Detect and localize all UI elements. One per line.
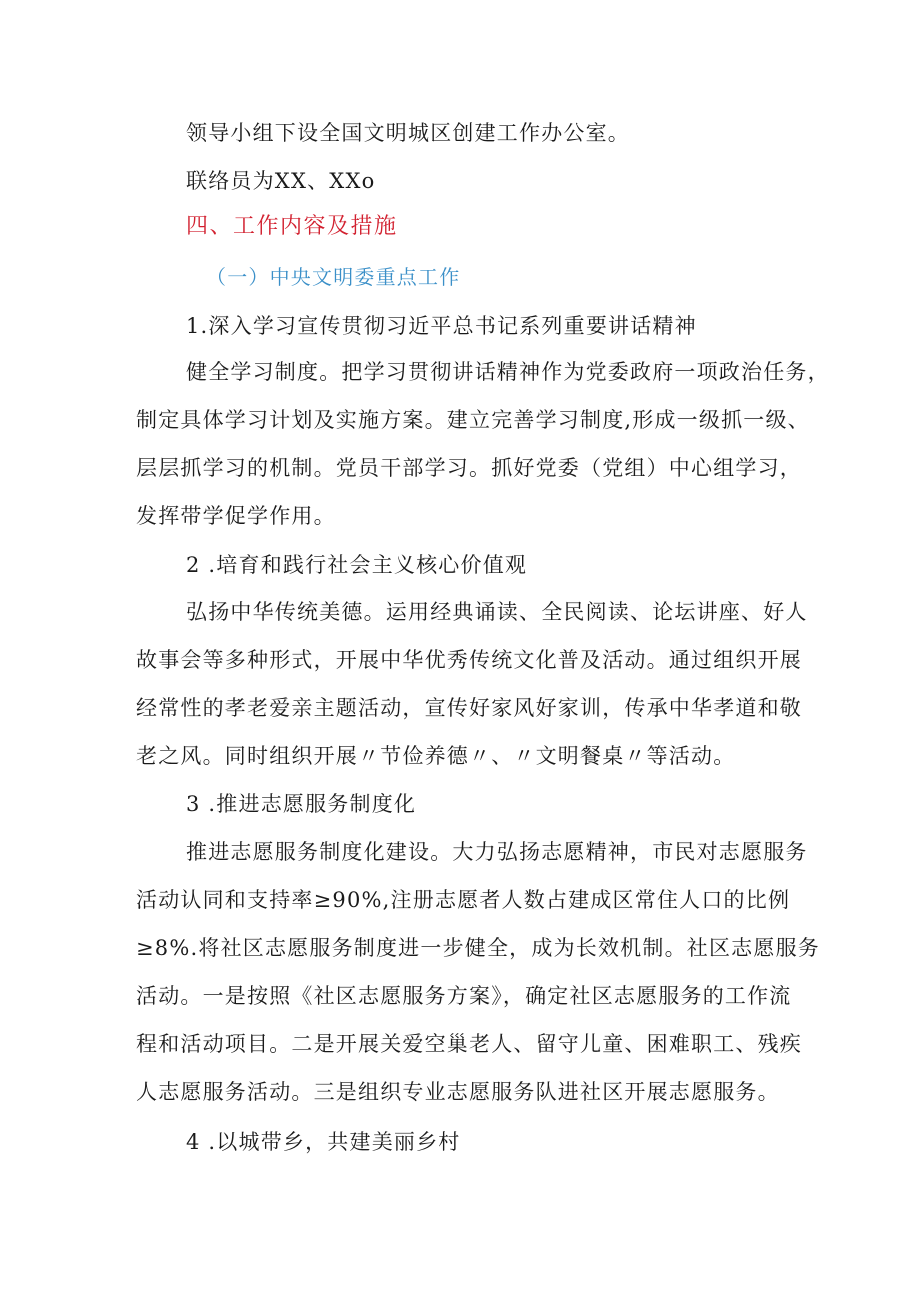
item-3-line-4: 活动。一是按照《社区志愿服务方案》，确定社区志愿服务的工作流 — [136, 984, 792, 1008]
section-heading: 四、工作内容及措施 — [186, 214, 398, 239]
item-2-line-4: 老之风。同时组织开展〃节俭养德〃、〃文明餐桌〃等活动。 — [136, 744, 736, 768]
item-3-line-2: 活动认同和支持率≥90%,注册志愿者人数占建成区常住人口的比例 — [136, 888, 791, 912]
item-3-line-6: 人志愿服务活动。三是组织专业志愿服务队进社区开展志愿服务。 — [136, 1080, 780, 1104]
item-2-line-2: 故事会等多种形式，开展中华优秀传统文化普及活动。通过组织开展 — [136, 648, 802, 672]
item-title-4: 4 .以城带乡，共建美丽乡村 — [186, 1130, 461, 1154]
paragraph-office: 领导小组下设全国文明城区创建工作办公室。 — [186, 121, 630, 145]
subsection-heading: （一）中央文明委重点工作 — [206, 265, 461, 289]
paragraph-liaison: 联络员为XX、XXo — [186, 169, 376, 193]
item-1-line-1: 健全学习制度。把学习贯彻讲话精神作为党委政府一项政治任务， — [186, 360, 830, 384]
item-3-line-1: 推进志愿服务制度化建设。大力弘扬志愿精神，市民对志愿服务 — [186, 840, 808, 864]
item-3-line-3: ≥8%.将社区志愿服务制度进一步健全，成为长效机制。社区志愿服务 — [136, 936, 820, 960]
item-2-line-3: 经常性的孝老爱亲主题活动，宣传好家风好家训，传承中华孝道和敬 — [136, 696, 802, 720]
item-1-line-2: 制定具体学习计划及实施方案。建立完善学习制度,形成一级抓一级、 — [136, 408, 810, 432]
item-1-line-3: 层层抓学习的机制。党员干部学习。抓好党委（党组）中心组学习， — [136, 456, 802, 480]
item-title-1: 1.深入学习宣传贯彻习近平总书记系列重要讲话精神 — [186, 314, 697, 338]
item-1-line-4: 发挥带学促学作用。 — [136, 504, 336, 528]
item-title-2: 2 .培育和践行社会主义核心价值观 — [186, 553, 528, 577]
item-2-line-1: 弘扬中华传统美德。运用经典诵读、全民阅读、论坛讲座、好人 — [186, 600, 808, 624]
item-title-3: 3 .推进志愿服务制度化 — [186, 792, 417, 816]
item-3-line-5: 程和活动项目。二是开展关爱空巢老人、留守儿童、困难职工、残疾 — [136, 1032, 802, 1056]
